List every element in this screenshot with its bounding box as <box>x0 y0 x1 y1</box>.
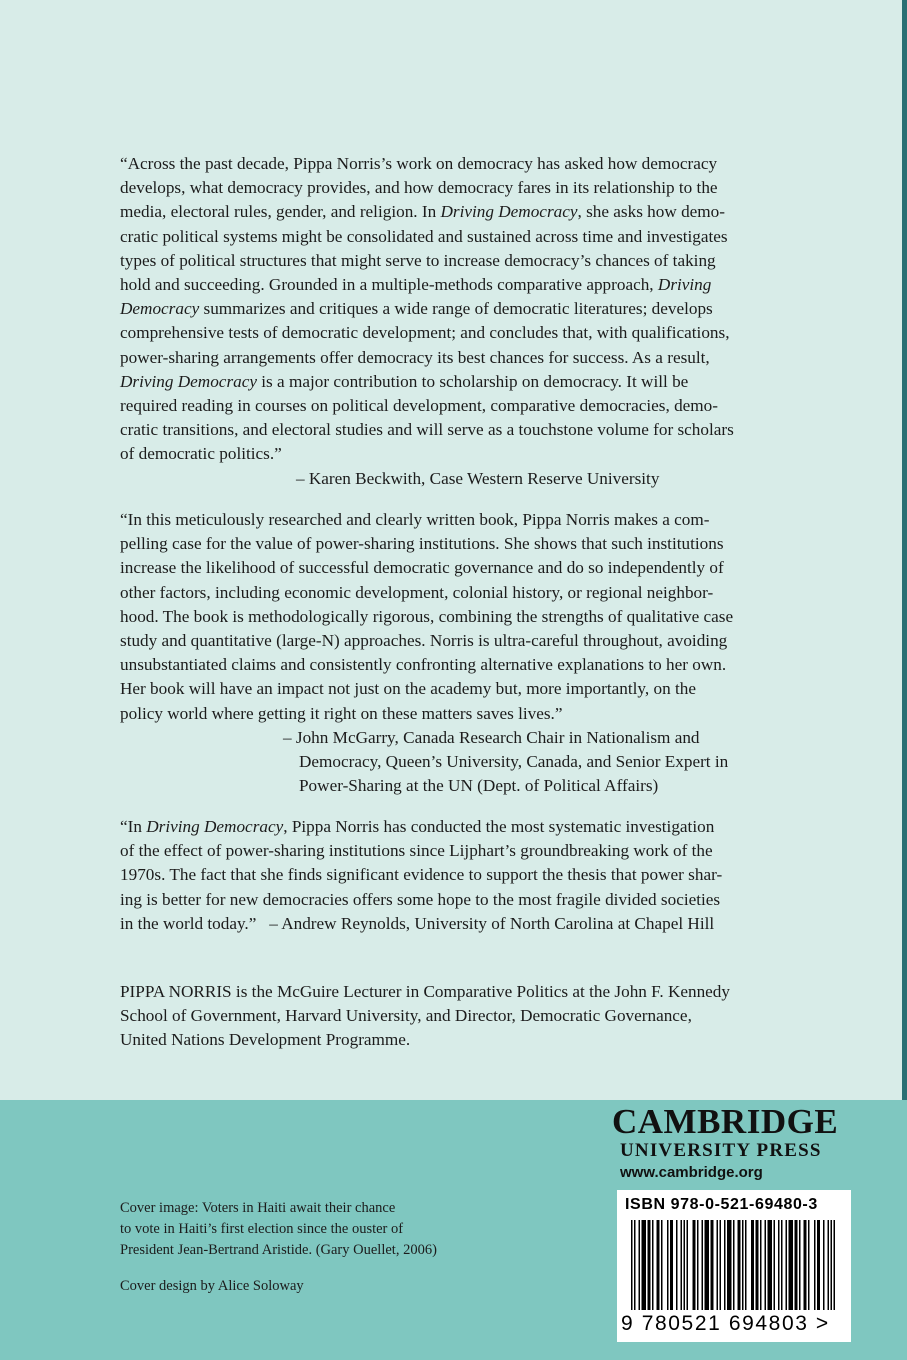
barcode-bar <box>799 1220 801 1310</box>
attribution-line: – John McGarry, Canada Research Chair in Nationalism and <box>283 727 700 747</box>
quote-beckwith <box>120 152 770 491</box>
quote-line: “In this meticulously researched and clearly written book, Pippa Norris makes a com- <box>120 510 710 529</box>
barcode-bar <box>765 1220 767 1310</box>
barcode-bar <box>724 1220 726 1310</box>
quote-text <box>120 815 770 936</box>
barcode-bar <box>733 1220 735 1310</box>
credit-line: Cover image: Voters in Haiti await their chance <box>120 1200 396 1216</box>
barcode-bar <box>717 1220 719 1310</box>
bio-line: PIPPA NORRIS is the McGuire Lecturer in Comparative Politics at the John F. Kennedy <box>120 982 730 1001</box>
quote-line: hood. The book is methodologically rigorous, combining the strengths of qualitative case <box>120 606 734 626</box>
barcode-bar <box>648 1220 651 1310</box>
publisher-subtitle: UNIVERSITY PRESS <box>620 1140 822 1161</box>
book-title: Democracy <box>120 299 200 319</box>
quote-line: cratic political systems might be consolidated and sustained across time and investigates <box>120 226 728 246</box>
barcode-bar <box>720 1220 722 1310</box>
book-title: Driving Democracy <box>440 202 578 222</box>
quote-line: 1970s. The fact that she finds significant evidence to support the thesis that power shar- <box>120 865 723 885</box>
barcode-bar <box>652 1220 654 1310</box>
barcode-bar <box>642 1220 647 1310</box>
isbn-barcode <box>617 1190 851 1342</box>
book-title: Driving Democracy <box>120 371 262 391</box>
barcode-bar <box>738 1220 741 1310</box>
barcode-digits: 9 780521 694803 > <box>621 1312 830 1335</box>
barcode-bar <box>817 1220 820 1310</box>
book-title: Driving Democracy <box>146 817 284 836</box>
quote-line: Her book will have an impact not just on the academy but, more importantly, on the <box>120 679 696 699</box>
quote-line: develops, what democracy provides, and how democracy fares in its relationship to the <box>120 178 718 198</box>
quote-attribution: – Andrew Reynolds, University of North Carolina at Chapel Hill <box>269 913 715 933</box>
barcode-bar <box>786 1220 788 1310</box>
barcode-bar <box>745 1220 747 1310</box>
barcode-bar <box>814 1220 816 1310</box>
isbn-label: ISBN 978-0-521-69480-3 <box>625 1196 818 1213</box>
barcode-bar <box>751 1220 754 1310</box>
barcode-bar <box>778 1220 780 1310</box>
attribution-line: Democracy, Queen’s University, Canada, and Senior Expert in <box>299 752 729 772</box>
quote-line: policy world where getting it right on these matters saves lives.” <box>120 703 563 723</box>
quote-reynolds <box>120 815 770 936</box>
quote-line: is a major contribution to scholarship on democracy. It will be <box>261 371 689 391</box>
credit-line: President Jean-Bertrand Aristide. (Gary Ouellet, 2006) <box>120 1242 437 1258</box>
barcode-bar <box>667 1220 669 1310</box>
quote-line: of democratic politics.” <box>120 444 282 464</box>
barcode-bar <box>795 1220 798 1310</box>
barcode-bar <box>823 1220 825 1310</box>
barcode-bar <box>657 1220 660 1310</box>
attribution-line: Power-Sharing at the UN (Dept. of Political Affairs) <box>299 776 659 796</box>
quote-line: unsubstantiated claims and consistently confronting alternative explanations to her own. <box>120 655 727 675</box>
barcode-bar <box>697 1220 699 1310</box>
publisher-name: CAMBRIDGE <box>612 1102 839 1141</box>
quote-line: ing is better for new democracies offers some hope to the most fragile divided societies <box>120 889 721 909</box>
quote-line: media, electoral rules, gender, and religion. In <box>120 202 441 222</box>
quote-line: study and quantitative (large-N) approaches. Norris is ultra-careful throughout, avoiding <box>120 631 728 651</box>
barcode-bar <box>705 1220 710 1310</box>
book-title: Driving <box>657 275 712 295</box>
barcode-bar <box>676 1220 678 1310</box>
barcode-bar <box>781 1220 783 1310</box>
quote-line: types of political structures that might serve to increase democracy’s chances of taking <box>120 250 716 270</box>
author-bio <box>120 980 780 1053</box>
quote-line: other factors, including economic development, colonial history, or regional neighbor- <box>120 582 714 602</box>
barcode-bar <box>639 1220 641 1310</box>
barcode-bar <box>756 1220 759 1310</box>
cover-design-credit: Cover design by Alice Soloway <box>120 1278 304 1294</box>
quote-line: “Across the past decade, Pippa Norris’s work on democracy has asked how democracy <box>120 154 718 173</box>
quote-line: pelling case for the value of power-sharing institutions. She shows that such institutions <box>120 534 724 554</box>
barcode-bar <box>634 1220 636 1310</box>
barcode-bars <box>631 1220 837 1316</box>
barcode-bar <box>727 1220 732 1310</box>
barcode-bar <box>631 1220 633 1310</box>
bio-line: School of Government, Harvard University, and Director, Democratic Governance, <box>120 1006 692 1026</box>
barcode-bar <box>768 1220 773 1310</box>
barcode-bar <box>711 1220 714 1310</box>
barcode-bar <box>670 1220 673 1310</box>
quote-attribution <box>120 726 770 799</box>
quote-line: required reading in courses on political development, comparative democracies, demo- <box>120 396 718 416</box>
barcode-bar <box>742 1220 744 1310</box>
barcode-bar <box>828 1220 830 1310</box>
barcode-bar <box>684 1220 686 1310</box>
quote-line: , Pippa Norris has conducted the most systematic investigation <box>283 817 715 836</box>
quote-line: power-sharing arrangements offer democracy its best chances for success. As a result, <box>120 347 710 367</box>
quote-line: cratic transitions, and electoral studies and will serve as a touchstone volume for scholars <box>120 420 734 440</box>
quote-line: “In <box>120 817 147 836</box>
barcode-bar <box>661 1220 663 1310</box>
quote-text <box>120 152 770 467</box>
quote-line: , she asks how demo- <box>577 202 725 222</box>
quote-text <box>120 508 770 726</box>
credit-line: to vote in Haiti’s first election since the ouster of <box>120 1221 404 1237</box>
barcode-bar <box>808 1220 810 1310</box>
barcode-bar <box>834 1220 836 1310</box>
barcode-bar <box>774 1220 776 1310</box>
barcode-bar <box>831 1220 833 1310</box>
quote-line: of the effect of power-sharing institutions since Lijphart’s groundbreaking work of the <box>120 841 713 861</box>
barcode-bar <box>789 1220 794 1310</box>
barcode-bar <box>702 1220 704 1310</box>
quote-line: in the world today.” <box>120 913 257 933</box>
barcode-bar <box>681 1220 683 1310</box>
publisher-logo <box>612 1104 852 1184</box>
quote-mcgarry <box>120 508 770 798</box>
barcode-bar <box>687 1220 689 1310</box>
quote-line: hold and succeeding. Grounded in a multiple-methods comparative approach, <box>120 275 658 295</box>
barcode-bar <box>760 1220 762 1310</box>
quote-line: summarizes and critiques a wide range of democratic literatures; develops <box>199 299 713 319</box>
quote-attribution: – Karen Beckwith, Case Western Reserve University <box>296 468 660 488</box>
bio-line: United Nations Development Programme. <box>120 1030 411 1050</box>
quote-line: comprehensive tests of democratic development; and concludes that, with qualifications, <box>120 323 730 343</box>
cover-image-credit <box>120 1198 520 1261</box>
barcode-bar <box>804 1220 807 1310</box>
barcode-bar <box>693 1220 696 1310</box>
publisher-url: www.cambridge.org <box>620 1164 763 1181</box>
quote-line: increase the likelihood of successful democratic governance and do so independently of <box>120 558 724 578</box>
